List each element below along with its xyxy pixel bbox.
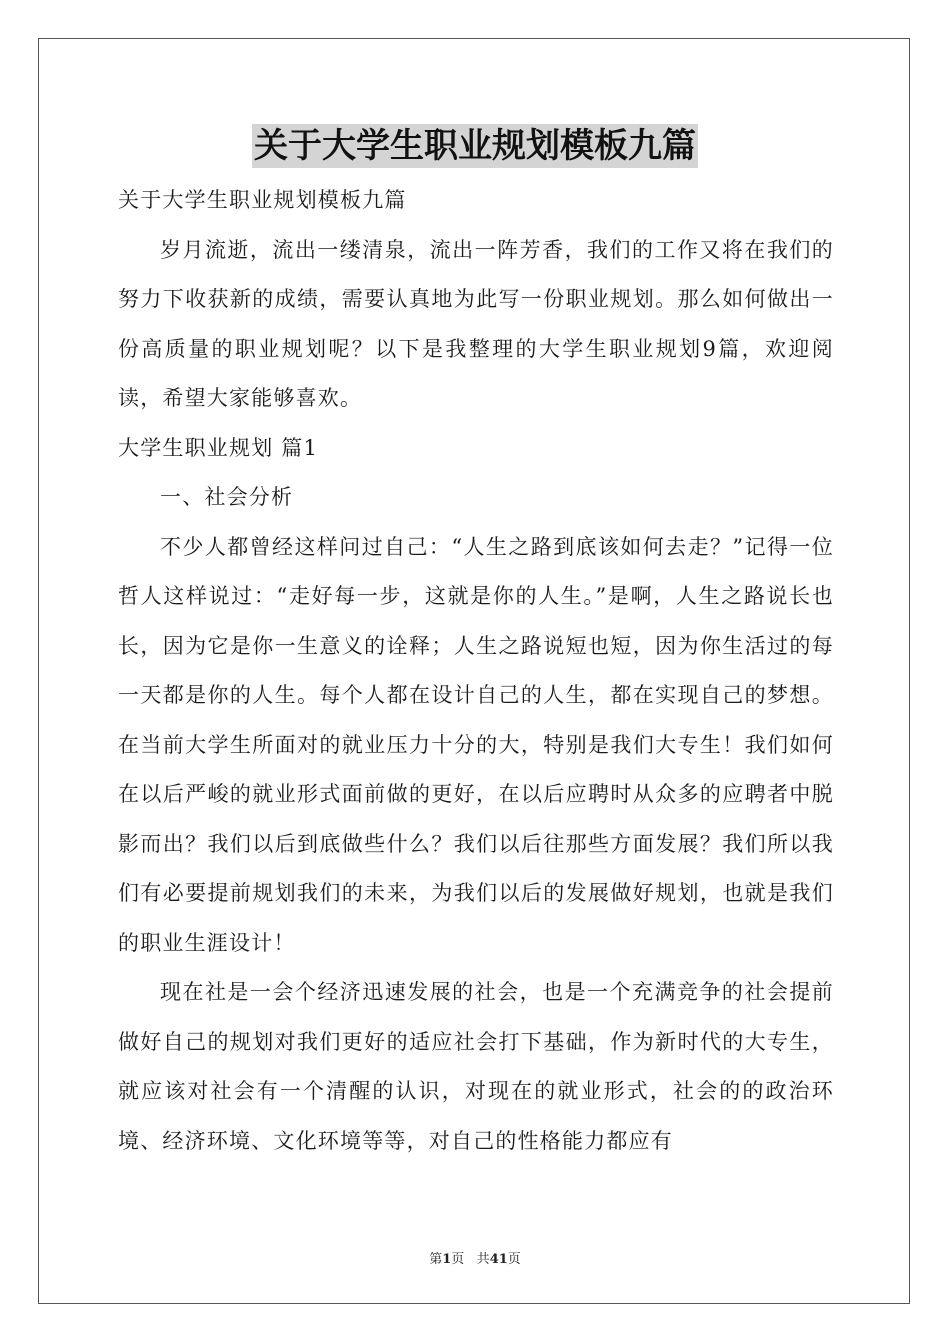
page-footer (0, 1248, 950, 1267)
body-paragraph: 不少人都曾经这样问过自己：“人生之路到底该如何去走？”记得一位哲人这样说过：“走好每一步，这就是你的人生。”是啊，人生之路说长也长，因为它是你一生意义的诠释；人生之路说短也短，因为你生活过的每一天都是你的人生。每个人都在设计自己的人生，都在实现自己的梦想。在当前大学生所面对的就业压力十分的大，特别是我们大专生！我们如何在以后严峻的就业形式面前做的更好，在以后应聘时从众多的应聘者中脱影而出？我们以后到底做些什么？我们以后往那些方面发展？我们所以我们有必要提前规划我们的未来，为我们以后的发展做好规划，也就是我们的职业生涯设计！ (118, 534, 834, 955)
intro-paragraph: 岁月流逝，流出一缕清泉，流出一阵芳香，我们的工作又将在我们的努力下收获新的成绩，需要认真地为此写一份职业规划。那么如何做出一份高质量的职业规划呢？以下是我整理的大学生职业规划9篇，欢迎阅读，希望大家能够喜欢。 (118, 237, 834, 410)
body-paragraph: 现在社是一会个经济迅速发展的社会，也是一个充满竞争的社会提前做好自己的规划对我们更好的适应社会打下基础，作为新时代的大专生，就应该对社会有一个清醒的认识，对现在的就业形式，社会的的政治环境、经济环境、文化环境等等，对自己的性格能力都应有 (118, 980, 834, 1153)
current-page-number: 1 (442, 1252, 452, 1267)
title-container (0, 124, 950, 168)
document-body (118, 176, 834, 1166)
total-page-count: 41 (489, 1252, 508, 1267)
subsection-heading: 一、社会分析 (160, 485, 294, 509)
section-heading: 大学生职业规划 篇1 (118, 435, 319, 460)
subtitle-line: 关于大学生职业规划模板九篇 (118, 188, 407, 212)
page-prefix: 第 (429, 1252, 443, 1267)
page-suffix: 页 (451, 1252, 465, 1267)
total-suffix: 页 (507, 1252, 521, 1267)
total-prefix: 共 (476, 1252, 490, 1267)
document-title: 关于大学生职业规划模板九篇 (254, 126, 696, 166)
